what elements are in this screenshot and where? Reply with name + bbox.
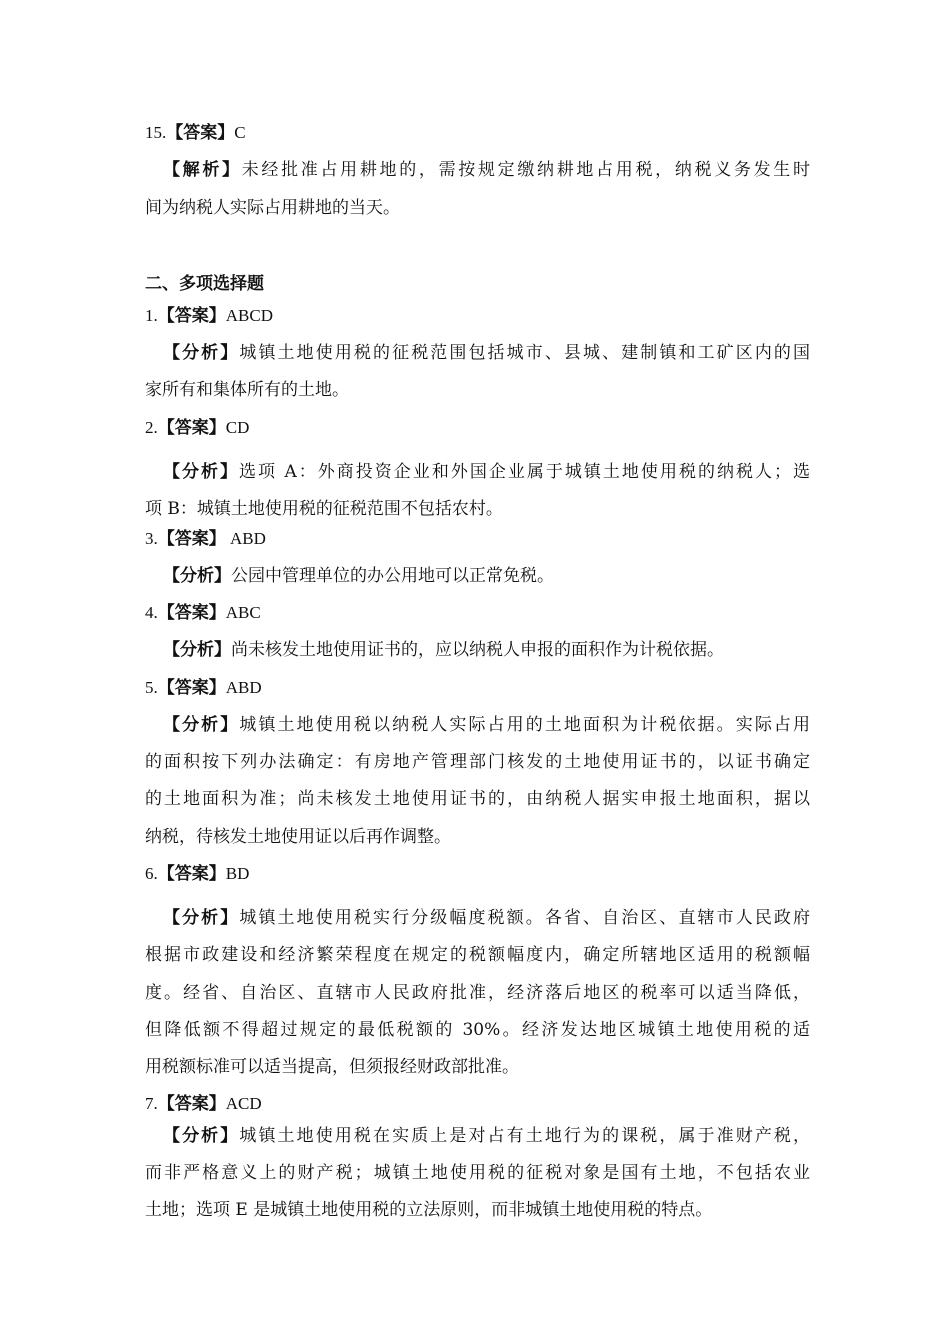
question-number: 7.: [145, 1094, 158, 1113]
answer-line-6: [145, 862, 810, 886]
answer-value: ABCD: [225, 306, 273, 325]
analysis-line: [163, 341, 810, 365]
analysis-line: [163, 713, 810, 737]
answer-line-1: [145, 304, 810, 328]
analysis-line: 而非严格意义上的财产税；城镇土地使用税的征税对象是国有土地，不包括农业: [145, 1163, 810, 1183]
answer-value: ABC: [225, 603, 261, 622]
analysis-text: 尚未核发土地使用证书的，应以纳税人申报的面积作为计税依据。: [231, 640, 724, 660]
analysis-tag: 【分析】: [163, 908, 240, 928]
analysis-text: 城镇土地使用税以纳税人实际占用的土地面积为计税依据。实际占用: [239, 715, 811, 735]
question-number: 1.: [145, 306, 158, 325]
answer-value: CD: [225, 418, 250, 437]
analysis-tag: 【分析】: [163, 566, 231, 586]
analysis-line: 间为纳税人实际占用耕地的当天。: [145, 198, 400, 218]
answer-tag: 【答案】: [157, 529, 226, 549]
answer-value: ABD: [225, 529, 266, 548]
analysis-text: 公园中管理单位的办公用地可以正常免税。: [231, 566, 554, 586]
answer-line-3: [145, 527, 810, 551]
analysis-line: 的土地面积为准；尚未核发土地使用证书的，由纳税人据实申报土地面积，据以: [145, 789, 810, 809]
analysis-tag: 【分析】: [163, 640, 231, 660]
analysis-line: [163, 158, 810, 182]
answer-value: C: [234, 123, 246, 142]
question-number: 3.: [145, 529, 158, 548]
analysis-tag: 【分析】: [163, 343, 240, 363]
analysis-line: 土地；选项 E 是城镇土地使用税的立法原则，而非城镇土地使用税的特点。: [145, 1200, 713, 1220]
answer-value: ACD: [225, 1094, 262, 1113]
analysis-tag: 【解析】: [163, 160, 242, 180]
analysis-line: 项 B：城镇土地使用税的征税范围不包括农村。: [145, 499, 503, 519]
answer-line-7: [145, 1092, 810, 1116]
analysis-line: 但降低额不得超过规定的最低税额的 30%。经济发达地区城镇土地使用税的适: [145, 1020, 810, 1040]
analysis-line: [163, 1124, 810, 1148]
analysis-line: 度。经省、自治区、直辖市人民政府批准，经济落后地区的税率可以适当降低，: [145, 983, 810, 1003]
section-title: 二、多项选择题: [145, 274, 264, 294]
answer-tag: 【答案】: [157, 418, 226, 438]
analysis-tag: 【分析】: [163, 715, 240, 735]
answer-tag: 【答案】: [157, 864, 226, 884]
answer-line-2: [145, 416, 810, 440]
analysis-text: 未经批准占用耕地的，需按规定缴纳耕地占用税，纳税义务发生时: [241, 160, 810, 180]
analysis-text: 选项 A：外商投资企业和外国企业属于城镇土地使用税的纳税人；选: [239, 462, 811, 482]
analysis-line: [163, 638, 810, 662]
question-number: 6.: [145, 864, 158, 883]
analysis-line: [163, 906, 810, 930]
analysis-text: 城镇土地使用税在实质上是对占有土地行为的课税，属于准财产税，: [239, 1126, 811, 1146]
answer-tag: 【答案】: [157, 603, 226, 623]
question-number: 2.: [145, 418, 158, 437]
analysis-line: 家所有和集体所有的土地。: [145, 380, 349, 400]
answer-tag: 【答案】: [157, 678, 226, 698]
answer-value: ABD: [225, 678, 262, 697]
analysis-tag: 【分析】: [163, 462, 240, 482]
analysis-line: 根据市政建设和经济繁荣程度在规定的税额幅度内，确定所辖地区适用的税额幅: [145, 945, 810, 965]
question-number: 5.: [145, 678, 158, 697]
answer-value: BD: [225, 864, 250, 883]
answer-line-15: [145, 121, 810, 145]
answer-tag: 【答案】: [166, 123, 235, 143]
question-number: 15.: [145, 123, 167, 142]
analysis-line: 的面积按下列办法确定：有房地产管理部门核发的土地使用证书的，以证书确定: [145, 752, 810, 772]
analysis-line: [163, 460, 810, 484]
answer-tag: 【答案】: [157, 306, 226, 326]
analysis-tag: 【分析】: [163, 1126, 240, 1146]
analysis-text: 城镇土地使用税实行分级幅度税额。各省、自治区、直辖市人民政府: [239, 908, 811, 928]
answer-line-4: [145, 601, 810, 625]
analysis-line: 纳税，待核发土地使用证以后再作调整。: [145, 827, 451, 847]
answer-tag: 【答案】: [157, 1094, 226, 1114]
analysis-line: [163, 564, 810, 588]
answer-line-5: [145, 676, 810, 700]
question-number: 4.: [145, 603, 158, 622]
analysis-line: 用税额标准可以适当提高，但须报经财政部批准。: [145, 1057, 519, 1077]
analysis-text: 城镇土地使用税的征税范围包括城市、县城、建制镇和工矿区内的国: [239, 343, 811, 363]
